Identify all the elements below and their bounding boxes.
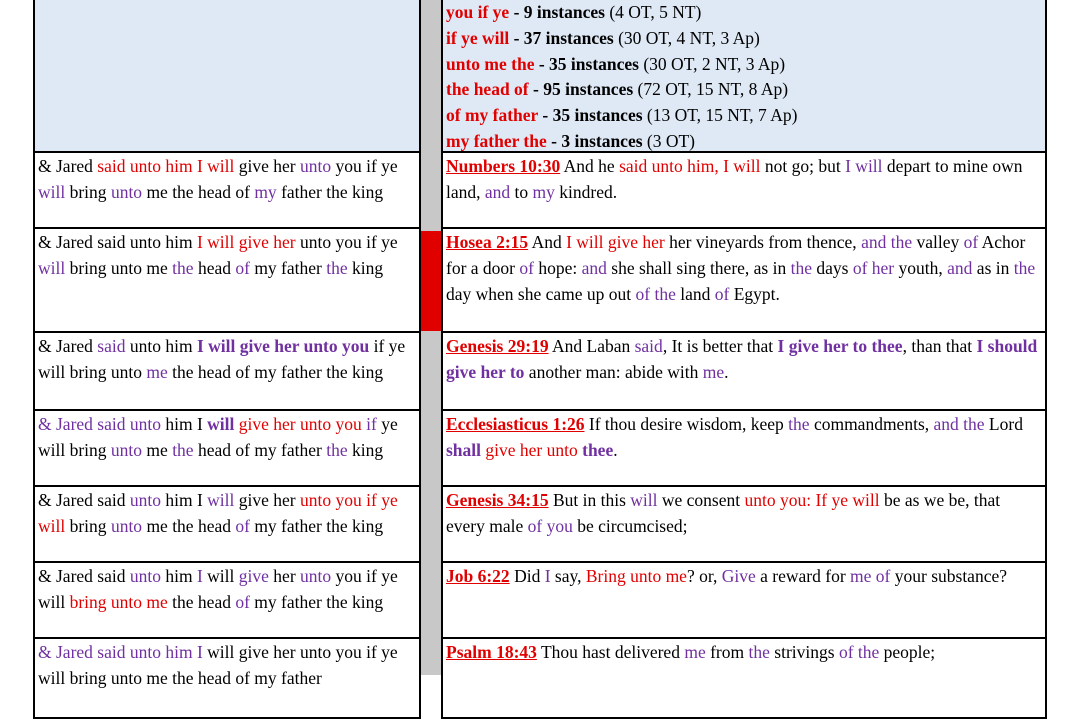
source-text-cell (33, 563, 421, 639)
text-run: of you (527, 515, 573, 536)
text-run: give her (234, 156, 300, 176)
text-run: him I (160, 414, 208, 434)
text-run: ye will bring (38, 414, 398, 460)
phrase-text: if ye will (446, 27, 510, 48)
text-run: valley (912, 232, 964, 252)
instance-breakdown: (30 OT, 4 NT, 3 Ap) (613, 27, 760, 48)
text-run: the head of my father the king (167, 361, 384, 382)
text-run: of the (635, 283, 676, 304)
text-run: will give her unto you (202, 642, 367, 662)
text-run: I (196, 566, 203, 586)
phrase-text: unto me the (446, 53, 535, 74)
text-run: another man: abide with (524, 361, 703, 382)
text-run: if (366, 414, 377, 434)
text-run: be as we be, that every male (446, 490, 1001, 536)
phrase-text: of my father (446, 105, 539, 126)
text-run: unto (110, 181, 143, 202)
text-run: her (268, 566, 301, 586)
text-run: my father the king (249, 591, 384, 612)
text-run: me the head (142, 515, 236, 536)
text-run: and (933, 414, 959, 434)
text-run: the (790, 257, 812, 278)
source-text-cell (33, 153, 421, 229)
center-gutter (421, 0, 441, 675)
text-run: the (172, 439, 194, 460)
instance-breakdown: (4 OT, 5 NT) (604, 2, 702, 22)
phrase-text: my father the (446, 130, 547, 151)
instance-count: - 35 instances (538, 105, 643, 126)
text-run: you if ye (331, 156, 398, 176)
phrase-count-summary (441, 0, 1047, 153)
text-run: give (238, 566, 269, 586)
phrase-text: the head of (446, 79, 529, 100)
scripture-parallel-cell (441, 229, 1047, 333)
scripture-reference-link[interactable]: Genesis 29:19 (446, 336, 549, 356)
text-run: and (581, 257, 607, 278)
text-run: But in this (548, 490, 631, 510)
text-run: her vineyards from thence, (664, 232, 862, 252)
text-run: head (193, 257, 236, 278)
text-run: of the (838, 642, 880, 662)
text-run: & Jared (38, 336, 98, 356)
text-run: me (684, 642, 706, 662)
text-run: the (326, 439, 348, 460)
text-run: said unto him I will (97, 156, 235, 176)
text-run: people; (879, 642, 936, 662)
text-run: you if ye will (38, 566, 398, 612)
source-text-cell (33, 411, 421, 487)
text-run: the (326, 257, 348, 278)
text-run: your substance? (890, 566, 1008, 586)
text-run: if ye will bring unto me the head of my father (38, 642, 398, 688)
text-run: hope: (533, 257, 582, 278)
phrase-count-line (446, 26, 1043, 52)
scripture-reference-link[interactable]: Job 6:22 (446, 566, 510, 586)
scripture-parallel-cell (441, 563, 1047, 639)
instance-count: - 37 instances (509, 27, 614, 48)
text-run: , than that (902, 336, 977, 356)
text-run: unto (129, 566, 161, 586)
text-run: unto (129, 490, 161, 510)
text-run: bring (65, 181, 111, 202)
text-run: to (510, 181, 533, 202)
phrase-count-line (446, 52, 1043, 78)
text-run: the (788, 414, 810, 434)
text-run: Thou hast delivered (536, 642, 685, 662)
instance-breakdown: (72 OT, 15 NT, 8 Ap) (633, 79, 789, 100)
text-run: And Laban (548, 336, 635, 356)
text-run: kindred. (554, 181, 618, 202)
text-run: will (630, 490, 658, 510)
text-run: as in (972, 257, 1014, 278)
scripture-reference-link[interactable]: Ecclesiasticus 1:26 (446, 414, 585, 434)
text-run: . (613, 439, 618, 460)
scripture-parallel-cell (441, 487, 1047, 563)
text-run: king (347, 439, 384, 460)
scripture-reference-link[interactable]: Psalm 18:43 (446, 642, 537, 662)
text-run: & Jared said unto him (38, 642, 197, 662)
scripture-parallel-cell (441, 153, 1047, 229)
text-run: youth, (894, 257, 948, 278)
phrase-text: you if ye (446, 2, 510, 22)
gutter-highlight-marker (421, 231, 441, 331)
text-run: I (196, 642, 203, 662)
text-run: will (207, 414, 235, 434)
text-run: said (634, 336, 663, 356)
text-run: Egypt. (729, 283, 780, 304)
scripture-parallel-cell (441, 411, 1047, 487)
text-run: said (97, 336, 126, 356)
text-run: unto (299, 156, 332, 176)
text-run: the (748, 642, 770, 662)
text-run: shall (446, 439, 482, 460)
text-run: & Jared said (38, 566, 130, 586)
text-run: of (235, 591, 250, 612)
text-run: Give (721, 566, 756, 586)
text-run: the (1013, 257, 1036, 278)
text-run: me of (850, 566, 891, 586)
text-run: unto (300, 566, 332, 586)
text-run: and (947, 257, 973, 278)
text-run: and the (861, 232, 913, 252)
text-run: a reward for (755, 566, 851, 586)
text-run: If thou desire wisdom, keep (584, 414, 789, 434)
text-run: Lord (984, 414, 1023, 434)
text-run: ? or, (686, 566, 722, 586)
text-run: strivings (769, 642, 839, 662)
text-run: of (235, 257, 250, 278)
text-run: commandments, (809, 414, 934, 434)
text-run: be circumcised; (572, 515, 688, 536)
text-run: depart to mine own land, (446, 156, 1023, 202)
text-run: bring (65, 515, 111, 536)
text-run: And he (560, 156, 620, 176)
text-run: of (714, 283, 730, 304)
text-run: of (963, 232, 979, 252)
text-run: give her (234, 490, 301, 510)
phrase-count-line (446, 103, 1043, 129)
source-text-cell (33, 333, 421, 411)
text-run: head of my father (193, 439, 327, 460)
instance-breakdown: (13 OT, 15 NT, 7 Ap) (642, 105, 798, 126)
text-run: bring unto me (69, 591, 168, 612)
text-run: give her unto you (238, 414, 362, 434)
text-run: me (702, 361, 725, 382)
text-run: the (963, 414, 985, 434)
text-run: Achor for a door (446, 232, 1026, 278)
text-run: thee (582, 439, 614, 460)
text-run: from (705, 642, 749, 662)
text-run: not go; but (760, 156, 846, 176)
text-run: me the head of (142, 181, 255, 202)
text-run: unto you if ye will (38, 490, 398, 536)
text-run: unto you if ye (295, 232, 398, 252)
phrase-count-line (446, 0, 1043, 26)
text-run: I will give her unto you (196, 336, 370, 356)
text-run: I (544, 566, 551, 586)
text-run: my (532, 181, 555, 202)
text-run: I should give her to (446, 336, 1038, 382)
text-run: and (484, 181, 511, 202)
text-run: of (519, 257, 534, 278)
text-run: And (528, 232, 567, 252)
text-run: will (38, 181, 66, 202)
text-run: I will give her (196, 232, 296, 252)
header-left-cell (33, 0, 421, 153)
text-run: bring unto me (65, 257, 173, 278)
phrase-count-line (446, 77, 1043, 103)
text-run: if ye will bring unto (38, 336, 406, 382)
scripture-parallel-cell (441, 333, 1047, 411)
text-run: me (142, 439, 173, 460)
text-run: of (235, 515, 250, 536)
text-run: of her (852, 257, 895, 278)
text-run: my father the king (249, 515, 384, 536)
source-text-cell (33, 229, 421, 333)
text-run: unto you: If ye will (744, 490, 880, 510)
text-run: . (724, 361, 729, 382)
text-run: unto (110, 515, 143, 536)
scripture-parallel-cell (441, 639, 1047, 719)
text-run: I will give her (566, 232, 665, 252)
text-run: will (38, 257, 66, 278)
text-run: my (254, 181, 277, 202)
text-run: king (347, 257, 384, 278)
text-run: said unto him, I will (619, 156, 761, 176)
text-run: & Jared said (38, 490, 130, 510)
instance-count: - 95 instances (528, 79, 634, 100)
text-run: she shall sing there, as in (606, 257, 791, 278)
text-run: give her unto (485, 439, 578, 460)
text-run: we consent (657, 490, 745, 510)
instance-count: - 35 instances (534, 53, 639, 74)
scripture-reference-link[interactable]: Genesis 34:15 (446, 490, 549, 510)
text-run: unto (129, 414, 161, 434)
source-text-cell (33, 639, 421, 719)
text-run: Did (509, 566, 545, 586)
text-run: & Jared said (38, 414, 130, 434)
instance-count: - 3 instances (546, 130, 643, 151)
text-run: unto him (125, 336, 197, 356)
instance-count: - 9 instances (509, 2, 605, 22)
instance-breakdown: (30 OT, 2 NT, 3 Ap) (638, 53, 786, 74)
text-run: the (172, 257, 194, 278)
text-run: I give her to thee (777, 336, 903, 356)
text-run: & Jared said unto him (38, 232, 197, 252)
phrase-count-line (446, 129, 1043, 153)
text-run: say, (550, 566, 586, 586)
source-text-cell (33, 487, 421, 563)
text-run: him I (160, 490, 208, 510)
text-run: will (202, 566, 239, 586)
text-run: & Jared (38, 156, 98, 176)
text-run: I will (845, 156, 883, 176)
text-run: him (160, 566, 197, 586)
text-run: Bring unto me (585, 566, 687, 586)
text-run: unto (110, 439, 143, 460)
scripture-reference-link[interactable]: Hosea 2:15 (446, 232, 529, 252)
text-run: me (146, 361, 168, 382)
instance-breakdown: (3 OT) (642, 130, 696, 151)
text-run: father the king (276, 181, 384, 202)
text-run: land (675, 283, 715, 304)
text-run: days (812, 257, 853, 278)
text-run: , It is better that (662, 336, 778, 356)
text-run: the head (167, 591, 236, 612)
text-run: day when she came up out (446, 283, 636, 304)
text-run: my father (249, 257, 327, 278)
text-run: will (207, 490, 235, 510)
scripture-reference-link[interactable]: Numbers 10:30 (446, 156, 561, 176)
